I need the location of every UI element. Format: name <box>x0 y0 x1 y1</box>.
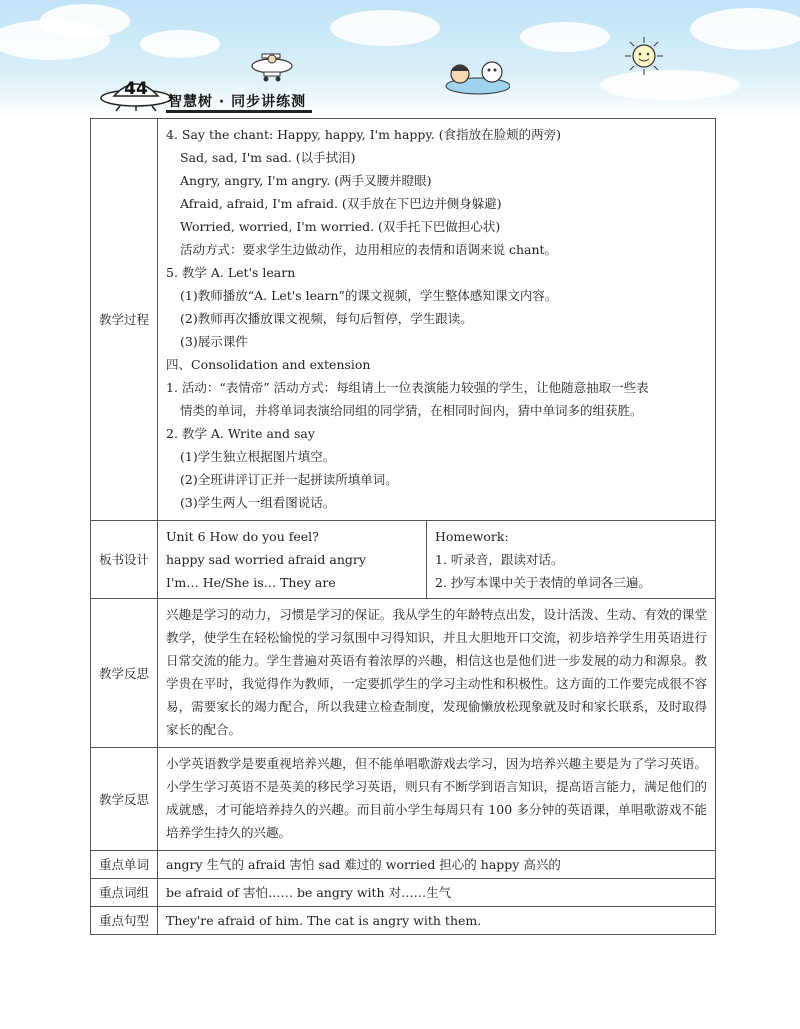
reflection-paragraph: 兴趣是学习的动力，习惯是学习的保证。我从学生的年龄特点出发，设计活泼、生动、有效的课堂教学，使学生在轻松愉悦的学习氛围中习得知识，并且大胆地开口交流，初步培养学生用英语进行日常交流的能力。学生普遍对英语有着浓厚的兴趣，相信这也是他们进一步发展的动力和源泉。教学贵在平时，我觉得作为教师，一定要抓学生的学习主动性和积极性。这方面的工作要完成很不容易，需要家长的竭力配合，所以我建立检查制度，发现偷懒放松现象就及时和家长联系，及时取得家长的配合。 <box>166 607 707 737</box>
key-words-row <box>91 851 716 879</box>
board-left-line: happy sad worried afraid angry <box>166 552 366 567</box>
homework-line: 2. 抄写本课中关于表情的单词各三遍。 <box>435 575 651 590</box>
row-label-process: 教学过程 <box>91 119 158 521</box>
reflection-content-2 <box>158 748 716 851</box>
cloud-decoration <box>330 10 440 46</box>
cloud-decoration <box>140 30 220 58</box>
process-line: (3)展示课件 <box>180 334 248 349</box>
reflection-content-1 <box>158 599 716 748</box>
process-line: 4. Say the chant: Happy, happy, I'm happy. (食指放在脸颊的两旁) <box>166 127 562 142</box>
page-number-badge <box>100 76 172 112</box>
cloud-decoration <box>40 4 130 38</box>
process-line: (3)学生两人一组看图说话。 <box>180 495 336 510</box>
process-line: (2)全班讲评订正并一起拼读所填单词。 <box>180 472 398 487</box>
process-line: (1)学生独立根据图片填空。 <box>180 449 336 464</box>
row-label-board: 板书设计 <box>91 521 158 599</box>
process-line: Worried, worried, I'm worried. (双手托下巴做担心状) <box>180 219 501 234</box>
cloud-decoration <box>690 8 800 50</box>
key-words-content: angry 生气的 afraid 害怕 sad 难过的 worried 担心的 happy 高兴的 <box>158 851 716 879</box>
homework-line: 1. 听录音，跟读对话。 <box>435 552 564 567</box>
series-title: 智慧树 · 同步讲练测 <box>168 94 307 110</box>
board-left <box>158 521 427 599</box>
reflection-row-2 <box>91 748 716 851</box>
row-label-reflection: 教学反思 <box>91 599 158 748</box>
cloud-decoration <box>520 22 610 52</box>
process-line: Sad, sad, I'm sad. (以手拭泪) <box>180 150 356 165</box>
process-line: 1. 活动：“表情帝” 活动方式：每组请上一位表演能力较强的学生，让他随意抽取一些表 <box>166 380 649 395</box>
lesson-plan-table <box>90 118 716 935</box>
board-left-line: Unit 6 How do you feel? <box>166 529 319 544</box>
process-line: Afraid, afraid, I'm afraid. (双手放在下巴边并侧身躲避) <box>180 196 502 211</box>
key-sentences-row <box>91 907 716 935</box>
reflection-paragraph: 小学英语教学是要重视培养兴趣，但不能单唱歌游戏去学习，因为培养兴趣主要是为了学习英语。小学生学习英语不是英美的移民学习英语，则只有不断学到语言知识，提高语言能力，满足他们的成就感，才可能培养持久的兴趣。而目前小学生每周只有 100 多分钟的英语课，单唱歌游戏不能培养学生持久的兴趣。 <box>166 756 707 840</box>
process-row <box>91 119 716 521</box>
board-row <box>91 521 716 599</box>
cartoon-kid-icon <box>438 58 510 96</box>
row-label-reflection: 教学反思 <box>91 748 158 851</box>
airplane-icon <box>244 48 300 82</box>
process-line: 情类的单词，并将单词表演给同组的同学猜，在相同时间内，猜中单词多的组获胜。 <box>180 403 643 418</box>
process-line: (1)教师播放“A. Let's learn”的课文视频，学生整体感知课文内容。 <box>180 288 558 303</box>
sun-icon <box>624 36 664 76</box>
key-phrases-content: be afraid of 害怕…… be angry with 对……生气 <box>158 879 716 907</box>
process-line: 四、Consolidation and extension <box>166 357 371 372</box>
board-right <box>427 521 716 599</box>
title-underline <box>166 110 312 113</box>
process-line: 活动方式：要求学生边做动作，边用相应的表情和语调来说 chant。 <box>180 242 558 257</box>
process-line: 2. 教学 A. Write and say <box>166 426 315 441</box>
key-phrases-row <box>91 879 716 907</box>
row-label-key-phrases: 重点词组 <box>91 879 158 907</box>
row-label-key-sentences: 重点句型 <box>91 907 158 935</box>
process-content <box>158 119 716 521</box>
homework-line: Homework: <box>435 529 509 544</box>
cloud-decoration <box>600 70 740 100</box>
process-line: (2)教师再次播放课文视频，每句后暂停，学生跟读。 <box>180 311 473 326</box>
process-line: 5. 教学 A. Let's learn <box>166 265 296 280</box>
row-label-key-words: 重点单词 <box>91 851 158 879</box>
reflection-row-1 <box>91 599 716 748</box>
process-line: Angry, angry, I'm angry. (两手叉腰并瞪眼) <box>180 173 432 188</box>
page-number: 44 <box>124 79 148 99</box>
key-sentences-content: They're afraid of him. The cat is angry with them. <box>158 907 716 935</box>
board-left-line: I'm… He/She is… They are <box>166 575 336 590</box>
